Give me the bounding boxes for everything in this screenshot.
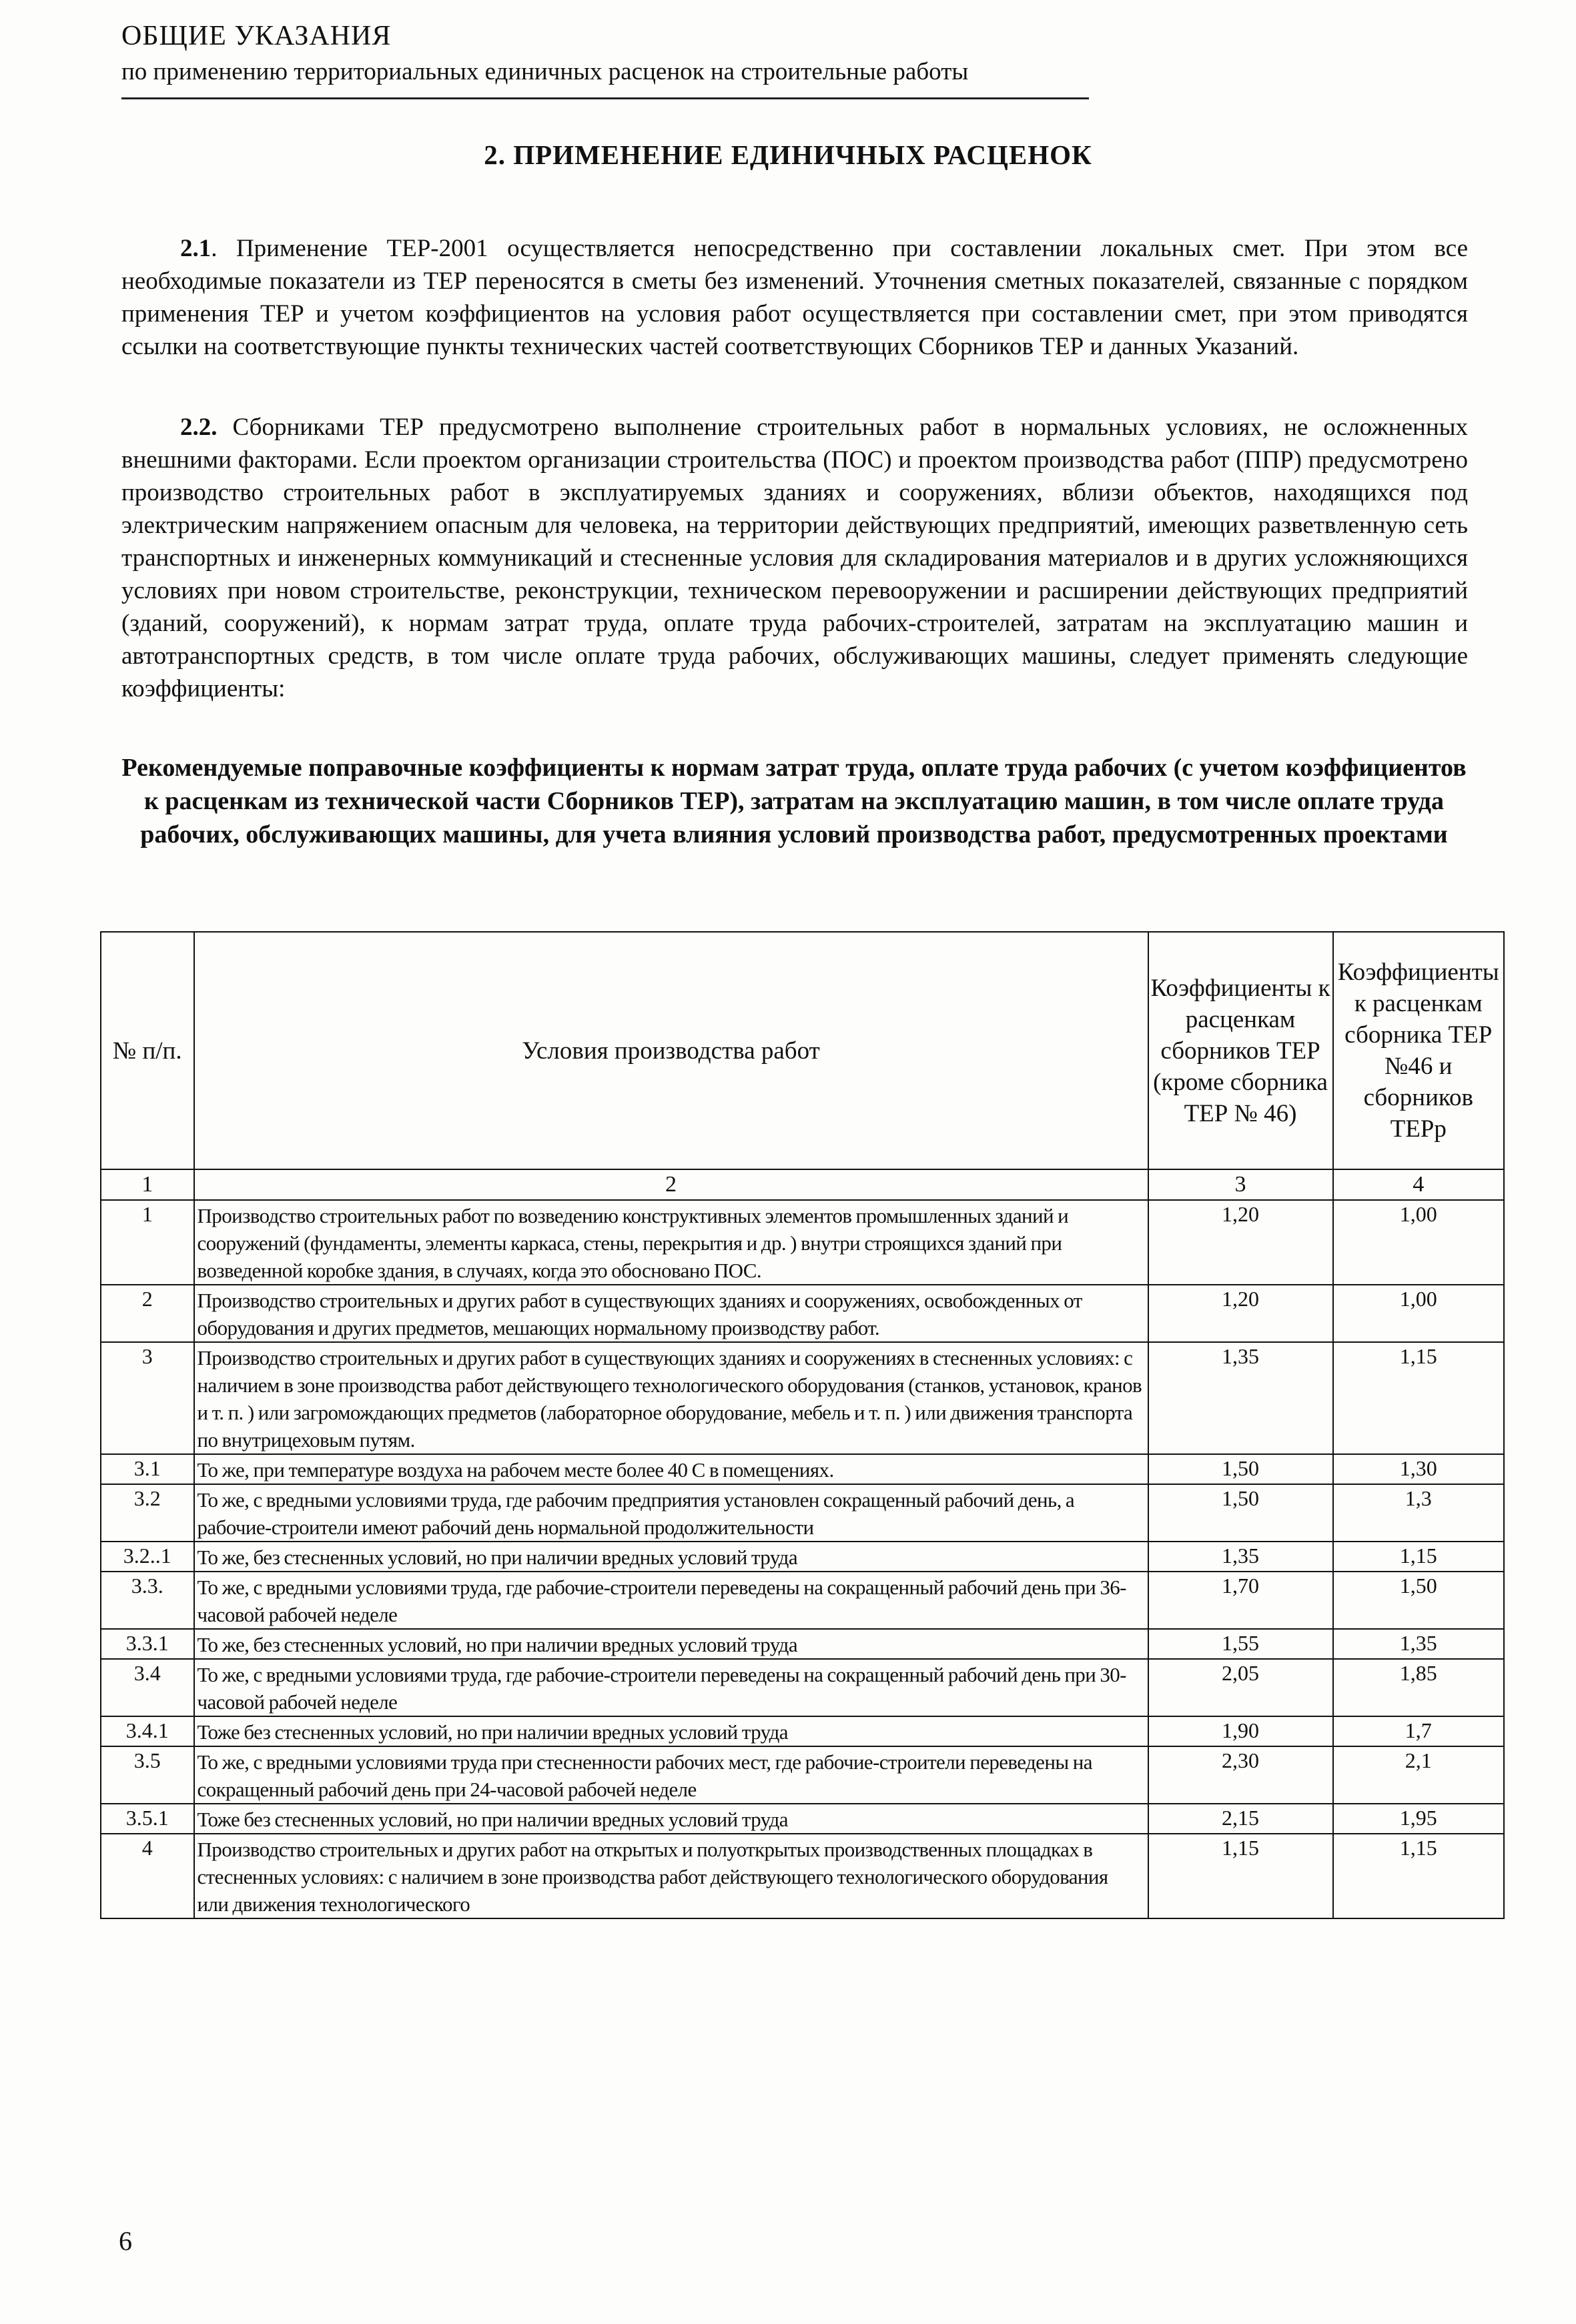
table-row xyxy=(101,1572,1504,1629)
page-number: 6 xyxy=(119,2226,132,2256)
row-coef-ter: 2,05 xyxy=(1148,1659,1333,1716)
row-number: 1 xyxy=(101,1200,194,1285)
row-number: 3.1 xyxy=(101,1454,194,1484)
paragraph-number: 2.1 xyxy=(180,235,212,262)
row-conditions: Производство строительных и других работ в существующих зданиях и сооружениях, освобожденных от оборудования и других предметов, мешающих нормальному производству работ. xyxy=(194,1285,1148,1342)
row-coef-ter: 1,70 xyxy=(1148,1572,1333,1629)
row-conditions: Тоже без стесненных условий, но при наличии вредных условий труда xyxy=(194,1716,1148,1746)
row-coef-ter46: 1,95 xyxy=(1333,1804,1504,1834)
row-number: 4 xyxy=(101,1834,194,1918)
row-coef-ter: 1,50 xyxy=(1148,1484,1333,1542)
row-number: 3.3. xyxy=(101,1572,194,1629)
paragraph-2-1 xyxy=(121,232,1468,363)
paragraph-text: . Применение ТЕР-2001 осуществляется непосредственно при составлении локальных смет. При этом все необходимые показатели из ТЕР переносятся в сметы без изменений. Уточнения сметных показателей, связанные с порядком применения ТЕР и учетом коэффициентов на условия работ осуществляется при составлении смет, при этом приводятся ссылки на соответствующие пункты технических частей соответствующих Сборников ТЕР и данных Указаний. xyxy=(121,235,1468,360)
row-coef-ter: 1,35 xyxy=(1148,1342,1333,1454)
running-header-subtitle: по применению территориальных единичных расценок на строительные работы xyxy=(121,58,969,85)
table-header-row xyxy=(101,932,1504,1169)
header-coef-ter46: Коэффициенты к расценкам сборника ТЕР №46 и сборников ТЕРр xyxy=(1333,932,1504,1169)
header-conditions: Условия производства работ xyxy=(194,932,1148,1169)
row-coef-ter: 1,15 xyxy=(1148,1834,1333,1918)
table-row xyxy=(101,1542,1504,1572)
row-conditions: То же, с вредными условиями труда, где рабочие-строители переведены на сокращенный рабочий день при 36-часовой рабочей неделе xyxy=(194,1572,1148,1629)
header-coef-ter: Коэффициенты к расценкам сборников ТЕР (кроме сборника ТЕР № 46) xyxy=(1148,932,1333,1169)
table-row xyxy=(101,1200,1504,1285)
row-number: 3.3.1 xyxy=(101,1629,194,1659)
row-coef-ter: 1,35 xyxy=(1148,1542,1333,1572)
header-number: № п/п. xyxy=(101,932,194,1169)
table-row xyxy=(101,1629,1504,1659)
paragraph-number: 2.2. xyxy=(180,414,218,441)
row-number: 3.5 xyxy=(101,1746,194,1804)
row-coef-ter: 1,20 xyxy=(1148,1285,1333,1342)
column-number: 4 xyxy=(1333,1169,1504,1200)
row-coef-ter: 1,90 xyxy=(1148,1716,1333,1746)
row-coef-ter46: 1,7 xyxy=(1333,1716,1504,1746)
table-row xyxy=(101,1716,1504,1746)
row-conditions: То же, с вредными условиями труда, где рабочим предприятия установлен сокращенный рабочий день, а рабочие-строители имеют рабочий день нормальной продолжительности xyxy=(194,1484,1148,1542)
row-coef-ter46: 1,15 xyxy=(1333,1834,1504,1918)
row-conditions: То же, без стесненных условий, но при наличии вредных условий труда xyxy=(194,1629,1148,1659)
row-coef-ter: 2,15 xyxy=(1148,1804,1333,1834)
row-coef-ter: 1,55 xyxy=(1148,1629,1333,1659)
row-conditions: То же, с вредными условиями труда, где рабочие-строители переведены на сокращенный рабочий день при 30-часовой рабочей неделе xyxy=(194,1659,1148,1716)
table-row xyxy=(101,1484,1504,1542)
row-conditions: То же, при температуре воздуха на рабочем месте более 40 С в помещениях. xyxy=(194,1454,1148,1484)
row-coef-ter46: 1,50 xyxy=(1333,1572,1504,1629)
table-row xyxy=(101,1804,1504,1834)
table-row xyxy=(101,1746,1504,1804)
section-title: 2. ПРИМЕНЕНИЕ ЕДИНИЧНЫХ РАСЦЕНОК xyxy=(484,139,1092,170)
paragraph-2-2 xyxy=(121,411,1468,705)
row-number: 3.4 xyxy=(101,1659,194,1716)
row-conditions: Тоже без стесненных условий, но при наличии вредных условий труда xyxy=(194,1804,1148,1834)
row-coef-ter46: 1,15 xyxy=(1333,1342,1504,1454)
row-coef-ter46: 2,1 xyxy=(1333,1746,1504,1804)
paragraph-text: Сборниками ТЕР предусмотрено выполнение строительных работ в нормальных условиях, не осложненных внешними факторами. Если проектом организации строительства (ПОС) и проектом производства работ (ППР) предусмотрено производство строительных работ в эксплуатируемых зданиях и сооружениях, вблизи объектов, находящихся под электрическим напряжением опасным для человека, на территории действующих предприятий, имеющих разветвленную сеть транспортных и инженерных коммуникаций и стесненные условия для складирования материалов и в других усложняющихся условиях при новом строительстве, реконструкции, техническом перевооружении и расширении действующих предприятий (зданий, сооружений), к нормам затрат труда, оплате труда рабочих-строителей, затратам на эксплуатацию машин и автотранспортных средств, в том числе оплате труда рабочих, обслуживающих машины, следует применять следующие коэффициенты: xyxy=(121,414,1468,702)
row-coef-ter: 1,50 xyxy=(1148,1454,1333,1484)
table-row xyxy=(101,1659,1504,1716)
row-coef-ter46: 1,00 xyxy=(1333,1285,1504,1342)
table-row xyxy=(101,1834,1504,1918)
row-conditions: Производство строительных и других работ в существующих зданиях и сооружениях в стесненных условиях: с наличием в зоне производства работ действующего технологического оборудования (станков, установок, кранов и т. п. ) или загромождающих предметов (лабораторное оборудование, мебель и т. п. ) или движения транспорта по внутрицеховым путям. xyxy=(194,1342,1148,1454)
table-row xyxy=(101,1285,1504,1342)
row-number: 3.2 xyxy=(101,1484,194,1542)
column-numbers-row xyxy=(101,1169,1504,1200)
row-conditions: То же, без стесненных условий, но при наличии вредных условий труда xyxy=(194,1542,1148,1572)
column-number: 3 xyxy=(1148,1169,1333,1200)
row-number: 3.5.1 xyxy=(101,1804,194,1834)
table-title: Рекомендуемые поправочные коэффициенты к нормам затрат труда, оплате труда рабочих (с учетом коэффициентов к расценкам из технической части Сборников ТЕР), затратам на эксплуатацию машин, в том числе оплате труда рабочих, обслуживающих машины, для учета влияния условий производства работ, предусмотренных проектами xyxy=(121,754,1467,848)
column-number: 2 xyxy=(194,1169,1148,1200)
row-coef-ter46: 1,15 xyxy=(1333,1542,1504,1572)
row-number: 3.4.1 xyxy=(101,1716,194,1746)
row-number: 3 xyxy=(101,1342,194,1454)
table-row xyxy=(101,1454,1504,1484)
row-conditions: То же, с вредными условиями труда при стесненности рабочих мест, где рабочие-строители переведены на сокращенный рабочий день при 24-часовой рабочей неделе xyxy=(194,1746,1148,1804)
row-coef-ter46: 1,30 xyxy=(1333,1454,1504,1484)
running-header-title: ОБЩИЕ УКАЗАНИЯ xyxy=(121,21,392,51)
row-conditions: Производство строительных работ по возведению конструктивных элементов промышленных зданий и сооружений (фундаменты, элементы каркаса, стены, перекрытия и др. ) внутри строящихся зданий при возведенной коробке здания, в случаях, когда это обосновано ПОС. xyxy=(194,1200,1148,1285)
coefficients-table xyxy=(100,931,1505,1919)
header-divider xyxy=(121,97,1089,99)
row-number: 2 xyxy=(101,1285,194,1342)
column-number: 1 xyxy=(101,1169,194,1200)
table-row xyxy=(101,1342,1504,1454)
row-number: 3.2..1 xyxy=(101,1542,194,1572)
row-conditions: Производство строительных и других работ на открытых и полуоткрытых производственных площадках в стесненных условиях: с наличием в зоне производства работ действующего технологического оборудования или движения технологического xyxy=(194,1834,1148,1918)
row-coef-ter46: 1,3 xyxy=(1333,1484,1504,1542)
row-coef-ter46: 1,35 xyxy=(1333,1629,1504,1659)
row-coef-ter: 2,30 xyxy=(1148,1746,1333,1804)
row-coef-ter46: 1,85 xyxy=(1333,1659,1504,1716)
row-coef-ter: 1,20 xyxy=(1148,1200,1333,1285)
row-coef-ter46: 1,00 xyxy=(1333,1200,1504,1285)
